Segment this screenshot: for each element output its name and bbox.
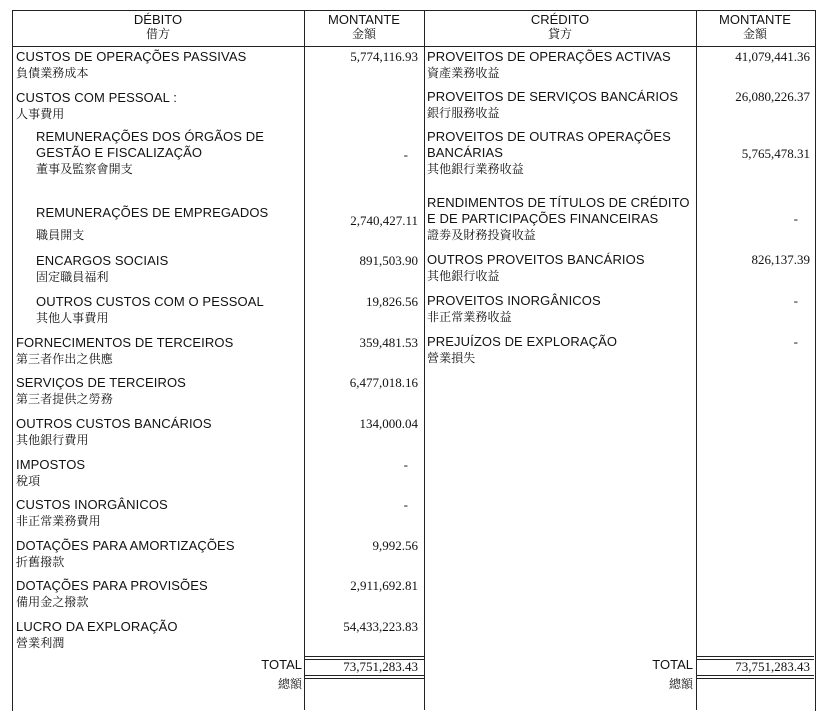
debit-row-amount: 6,477,018.16 xyxy=(349,375,418,390)
header-credit: CRÉDITO 貸方 xyxy=(530,12,590,41)
debit-row-amount: - xyxy=(403,497,408,512)
credit-row-label: PROVEITOS INORGÂNICOS 非正常業務收益 xyxy=(427,293,601,324)
credit-row-amount: 41,079,441.36 xyxy=(735,49,810,64)
debit-row-amount: 359,481.53 xyxy=(359,335,418,350)
credit-total-label: TOTAL xyxy=(652,657,693,672)
debit-row-label: DOTAÇÕES PARA AMORTIZAÇÕES 折舊撥款 xyxy=(16,538,235,569)
debit-row-label: CUSTOS INORGÂNICOS 非正常業務費用 xyxy=(16,497,168,528)
credit-row-amount: - xyxy=(793,334,798,349)
credit-row-label: RENDIMENTOS DE TÍTULOS DE CRÉDITO E DE PARTICIPAÇÕES FINANCEIRAS 證劵及財務投資收益 xyxy=(427,195,690,242)
debit-row-amount: - xyxy=(403,457,408,472)
debit-row-amount: 9,992.56 xyxy=(372,538,418,553)
credit-total-amount: 73,751,283.43 xyxy=(735,659,810,674)
credit-row-label: PROVEITOS DE SERVIÇOS BANCÁRIOS 銀行服務收益 xyxy=(427,89,679,120)
credit-total-label-zh: 總額 xyxy=(668,677,693,691)
debit-row-label: DOTAÇÕES PARA PROVISÕES 備用金之撥款 xyxy=(16,578,208,609)
debit-row-amount: 2,740,427.11 xyxy=(350,213,418,228)
header-debit-amount: MONTANTE 金額 xyxy=(328,12,400,41)
debit-row-label: REMUNERAÇÕES DE EMPREGADOS 職員開支 xyxy=(36,205,269,242)
header-credit-amount: MONTANTE 金額 xyxy=(719,12,791,41)
divider-center xyxy=(424,10,425,710)
credit-row-label: OUTROS PROVEITOS BANCÁRIOS 其他銀行收益 xyxy=(427,252,645,283)
debit-row-amount: - xyxy=(403,147,408,162)
debit-row-label: OUTROS CUSTOS COM O PESSOAL 其他人事費用 xyxy=(36,294,264,325)
debit-total-label-zh: 總額 xyxy=(277,677,302,691)
debit-row-label: IMPOSTOS 稅項 xyxy=(16,457,86,488)
debit-total-label: TOTAL xyxy=(261,657,302,672)
credit-row-amount: - xyxy=(793,211,798,226)
debit-total-amount: 73,751,283.43 xyxy=(343,659,418,674)
divider-credit-amount xyxy=(696,10,697,710)
debit-row-label: LUCRO DA EXPLORAÇÃO 營業利潤 xyxy=(16,619,178,650)
debit-row-label: ENCARGOS SOCIAIS 固定職員福利 xyxy=(36,253,169,284)
header-debit: DÉBITO 借方 xyxy=(133,12,183,41)
debit-row-label: REMUNERAÇÕES DOS ÓRGÃOS DE GESTÃO E FISCALIZAÇÃO 董事及監察會開支 xyxy=(36,129,264,176)
debit-total-rule-bottom xyxy=(304,675,424,679)
debit-row-amount: 134,000.04 xyxy=(359,416,418,431)
credit-row-amount: 826,137.39 xyxy=(751,252,810,267)
debit-row-amount: 5,774,116.93 xyxy=(350,49,418,64)
credit-total-rule-bottom xyxy=(696,675,814,679)
debit-row-label: FORNECIMENTOS DE TERCEIROS 第三者作出之供應 xyxy=(16,335,234,366)
credit-row-amount: 26,080,226.37 xyxy=(735,89,810,104)
divider-debit-amount xyxy=(304,10,305,710)
credit-row-label: PREJUÍZOS DE EXPLORAÇÃO 營業損失 xyxy=(427,334,618,365)
credit-row-amount: - xyxy=(793,293,798,308)
debit-row-label: CUSTOS DE OPERAÇÕES PASSIVAS 負債業務成本 xyxy=(16,49,247,80)
header-rule xyxy=(12,46,815,47)
debit-row-amount: 891,503.90 xyxy=(359,253,418,268)
credit-row-label: PROVEITOS DE OPERAÇÕES ACTIVAS 資產業務收益 xyxy=(427,49,671,80)
debit-row-amount: 2,911,692.81 xyxy=(350,578,418,593)
debit-row-amount: 54,433,223.83 xyxy=(343,619,418,634)
credit-row-amount: 5,765,478.31 xyxy=(741,146,810,161)
credit-row-label: PROVEITOS DE OUTRAS OPERAÇÕES BANCÁRIAS 其他銀行業務收益 xyxy=(427,129,671,176)
debit-row-label: SERVIÇOS DE TERCEIROS 第三者提供之勞務 xyxy=(16,375,186,406)
debit-row-label: OUTROS CUSTOS BANCÁRIOS 其他銀行費用 xyxy=(16,416,212,447)
debit-row-label: CUSTOS COM PESSOAL : 人事費用 xyxy=(16,90,177,121)
debit-row-amount: 19,826.56 xyxy=(366,294,418,309)
